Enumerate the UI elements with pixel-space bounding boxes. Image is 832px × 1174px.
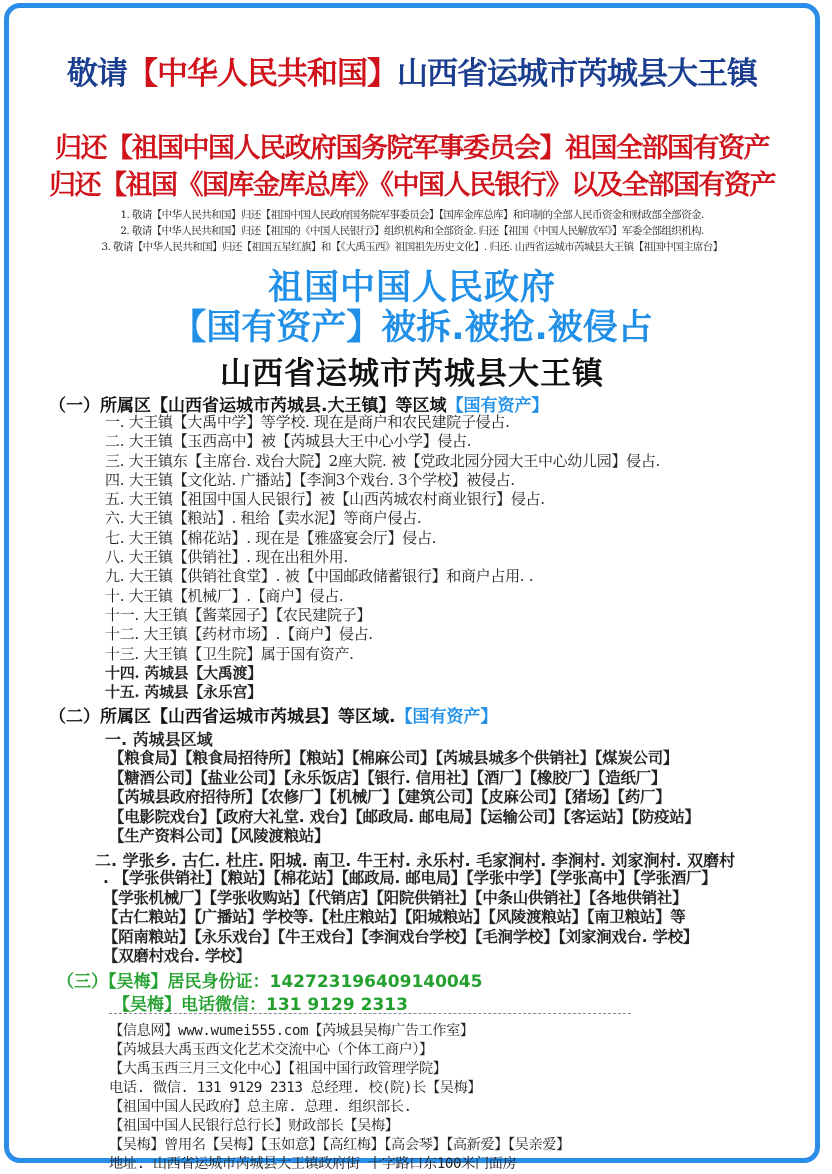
section-1-list	[105, 413, 660, 702]
contact-block	[109, 1022, 570, 1174]
list-item: 十三. 大王镇【卫生院】属于国有资产.	[105, 644, 354, 663]
list-item: 六. 大王镇【粮站】. 租给【卖水泥】等商户侵占.	[105, 509, 422, 528]
list-item: 【古仁粮站】【广播站】学校等.【杜庄粮站】【阳城粮站】【风陵渡粮站】【南卫粮站】等	[103, 908, 686, 927]
title-country: 【中华人民共和国】	[127, 56, 397, 92]
section-3-id-line: （三）【吴梅】居民身份证：142723196409140045	[57, 972, 483, 992]
subsection-b-list	[103, 869, 716, 967]
list-item: 八. 大王镇【供销社】. 现在出租外用.	[105, 548, 348, 567]
list-item: 【陌南粮站】【永乐戏台】【牛王戏台】【李涧戏台学校】【毛涧学校】【刘家涧戏台. 学校】	[103, 927, 699, 946]
list-item: 十一. 大王镇【酱菜园子】【农民建院子】	[105, 605, 372, 624]
title-pre: 敬请	[67, 56, 127, 92]
contact-line: 电话. 微信. 131 9129 2313 总经理. 校(院)长【吴梅】	[109, 1080, 482, 1096]
poster-title	[9, 48, 815, 93]
subsection-a-list	[109, 749, 700, 847]
list-item: 十二. 大王镇【药材市场】.【商户】侵占.	[105, 625, 373, 644]
list-item: . 【学张供销社】【粮站】【棉花站】【邮政局. 邮电局】【学张中学】【学张高中】【学张酒厂】	[103, 869, 717, 887]
small-line-2: 2. 敬请【中华人民共和国】归还【祖国的《中国人民银行》】组织机构和全部资金. 归还【祖国《中国人民解放军》】军委全部组织机构.	[120, 225, 704, 237]
list-item: 四. 大王镇【文化站. 广播站】【李涧3个戏台. 3个学校】被侵占.	[105, 470, 515, 489]
town-heading: 山西省运城市芮城县大王镇	[220, 356, 604, 392]
contact-line: 【祖国中国人民政府】总主席. 总理. 组织部长.	[109, 1099, 412, 1115]
poster-frame	[4, 3, 820, 1172]
divider	[109, 1013, 631, 1014]
subsection-a-title: 一. 芮城县区域	[105, 730, 213, 749]
gov-heading: 祖国中国人民政府	[267, 268, 556, 308]
contact-line: 地址. 山西省运城市芮城县大王镇政府街 十字路口东100米门面房	[109, 1156, 517, 1172]
list-item: 【学张机械厂】【学张收购站】【代销店】【阳院供销社】【中条山供销社】【各地供销社】	[103, 888, 688, 907]
contact-line: 【祖国中国人民银行总行长】财政部长【吴梅】	[109, 1118, 399, 1134]
return-line-1: 归还【祖国中国人民政府国务院军事委员会】祖国全部国有资产	[55, 133, 769, 164]
small-line-3: 3. 敬请【中华人民共和国】归还【祖国五星红旗】和【《大禹玉西》祖国祖先历史文化】. 归还. 山西省运城市芮城县大王镇【祖国中国主席台】	[101, 241, 723, 253]
asset-heading: 【国有资产】被拆.被抢.被侵占	[171, 308, 653, 348]
list-item: 【芮城县政府招待所】【农修厂】【机械厂】【建筑公司】【皮麻公司】【猪场】【药厂】	[109, 788, 671, 807]
list-item: 九. 大王镇【供销社食堂】. 被【中国邮政储蓄银行】和商户占用. .	[105, 567, 534, 586]
section-1-label: （一）所属区【山西省运城市芮城县.大王镇】等区域	[49, 396, 447, 416]
list-item: 【粮食局】【粮食局招待所】【粮站】【棉麻公司】【芮城县城多个供销社】【煤炭公司】	[109, 749, 679, 767]
return-line-2: 归还【祖国《国库金库总库》《中国人民银行》以及全部国有资产	[49, 170, 775, 201]
section-2-tag: 【国有资产】	[395, 707, 498, 727]
list-item: 【糖酒公司】【盐业公司】【永乐饭店】【银行. 信用社】【酒厂】【橡胶厂】【造纸厂】	[109, 768, 667, 787]
list-item: 五. 大王镇【祖国中国人民银行】被【山西芮城农村商业银行】侵占.	[105, 490, 545, 509]
contact-line: 【吴梅】曾用名【吴梅】【玉如意】【高红梅】【高会琴】【高新爱】【吴亲爱】	[109, 1137, 570, 1153]
list-item: 七. 大王镇【棉花站】. 现在是【雅盛宴会厅】侵占.	[105, 528, 437, 547]
contact-line: 【芮城县大禹玉西文化艺术交流中心（个体工商户）】	[109, 1042, 433, 1058]
list-item: 十四. 芮城县【大禹渡】	[105, 663, 262, 682]
list-item: 三. 大王镇东【主席台. 戏台大院】2座大院. 被【党政北园分园大王中心幼儿园】侵占.	[105, 451, 661, 470]
section-3-phone-line: 【吴梅】电话微信：131 9129 2313	[113, 995, 408, 1015]
title-place: 山西省运城市芮城县大王镇	[397, 56, 757, 92]
section-1-tag: 【国有资产】	[446, 396, 549, 416]
list-item: 【双磨村戏台. 学校】	[103, 947, 251, 966]
section-2-label: （二）所属区【山西省运城市芮城县】等区域.	[49, 707, 396, 727]
small-line-1: 1. 敬请【中华人民共和国】归还【祖国中国人民政府国务院军事委员会】【国库金库总库】和印制的全部人民币资金和财政部全部资金.	[120, 209, 704, 221]
list-item: 二. 大王镇【玉西高中】被【芮城县大王中心小学】侵占.	[105, 432, 472, 451]
subsection-b-title: 二. 学张乡. 古仁. 杜庄. 阳城. 南卫. 牛王村. 永乐村. 毛家涧村. 李涧村. 刘家涧村. 双磨村	[95, 851, 736, 870]
list-item: 一. 大王镇【大禹中学】等学校. 现在是商户和农民建院子侵占.	[105, 413, 510, 431]
contact-line: 【信息网】www.wumei555.com【芮城县吴梅广告工作室】	[109, 1023, 474, 1039]
list-item: 十五. 芮城县【永乐宫】	[105, 683, 262, 702]
list-item: 【生产资料公司】【风陵渡粮站】	[109, 827, 330, 846]
list-item: 十. 大王镇【机械厂】.【商户】侵占.	[105, 586, 344, 605]
list-item: 【电影院戏台】【政府大礼堂. 戏台】【邮政局. 邮电局】【运输公司】【客运站】【防疫站】	[109, 807, 700, 826]
section-2-heading	[49, 702, 497, 727]
contact-line: 【大禹玉西三月三文化中心】【祖国中国行政管理学院】	[109, 1061, 447, 1077]
